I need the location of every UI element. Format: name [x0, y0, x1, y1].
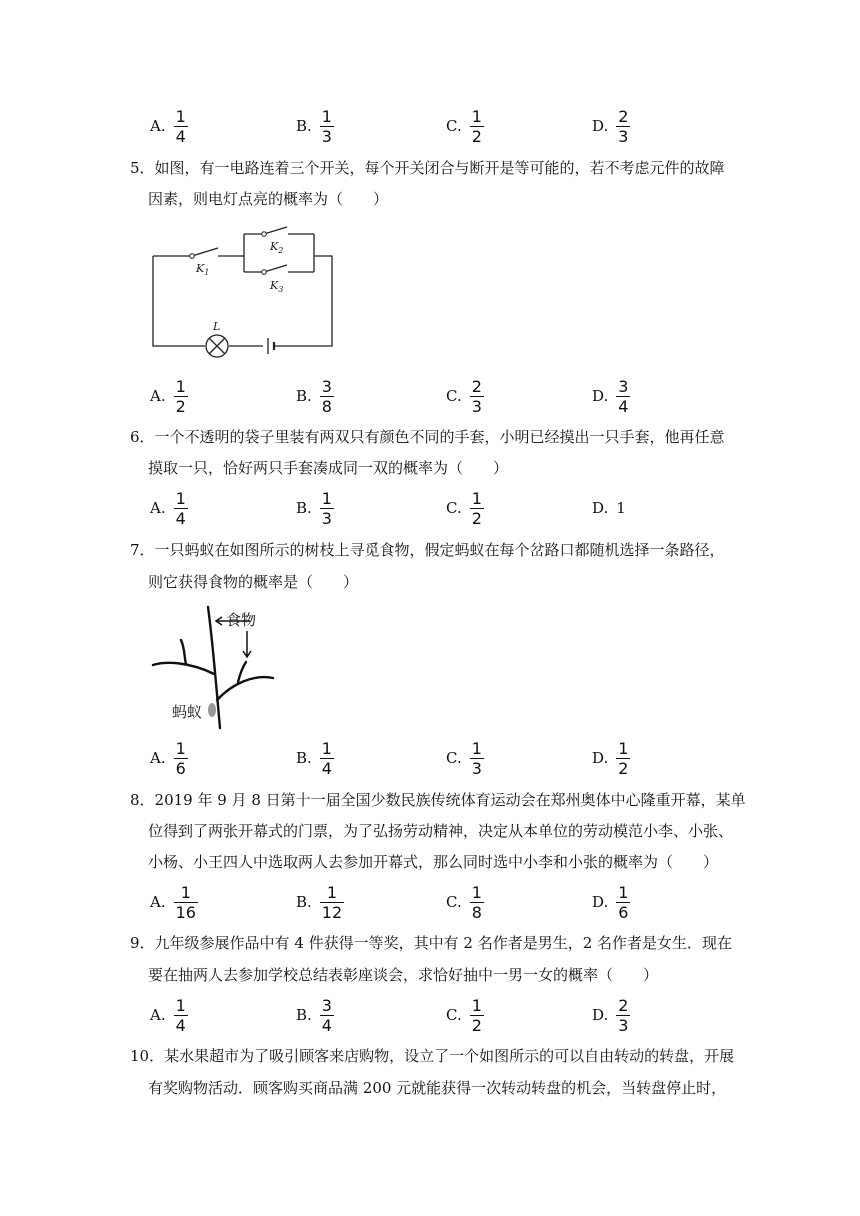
numerator: 1	[180, 882, 191, 902]
denominator: 3	[321, 126, 332, 146]
numerator: 1	[471, 995, 482, 1015]
q7-option-a[interactable]	[150, 736, 188, 780]
q5-options	[150, 374, 770, 418]
fraction	[174, 739, 188, 778]
fraction	[470, 489, 484, 528]
option-label: D.	[592, 499, 609, 517]
numerator: 3	[321, 995, 332, 1015]
fraction	[320, 489, 334, 528]
option-label: D.	[592, 387, 609, 405]
fraction	[470, 107, 484, 146]
numerator: 1	[326, 882, 338, 902]
numerator: 2	[471, 376, 482, 396]
fraction	[174, 996, 188, 1035]
numerator: 1	[175, 488, 186, 508]
ant-label: 蚂蚁	[172, 703, 203, 721]
option-label: A.	[150, 499, 166, 517]
q9-option-c[interactable]	[446, 993, 484, 1037]
denominator: 4	[175, 126, 186, 146]
option-label: C.	[446, 499, 462, 517]
ant-icon	[208, 703, 216, 717]
fraction	[174, 489, 188, 528]
option-label: C.	[446, 749, 462, 767]
denominator: 4	[321, 758, 332, 778]
option-label: C.	[446, 387, 462, 405]
q7-stem-line1: 7．一只蚂蚁在如图所示的树枝上寻觅食物，假定蚂蚁在每个岔路口都随机选择一条路径，	[130, 541, 725, 559]
denominator: 6	[175, 758, 186, 778]
q8-options	[150, 880, 770, 924]
q7-option-d[interactable]	[592, 736, 630, 780]
option-label: A.	[150, 893, 166, 911]
denominator: 3	[471, 396, 482, 416]
denominator: 3	[618, 1015, 629, 1035]
option-label: B.	[296, 749, 312, 767]
numerator: 1	[321, 106, 332, 126]
q5-option-b[interactable]	[296, 374, 334, 418]
numerator: 1	[321, 488, 332, 508]
denominator: 8	[321, 396, 332, 416]
option-label: B.	[296, 1006, 312, 1024]
numerator: 1	[471, 488, 482, 508]
option-label: B.	[296, 499, 312, 517]
q6-stem-line1: 6．一个不透明的袋子里装有两双只有颜色不同的手套，小明已经摸出一只手套，他再任意	[130, 428, 725, 446]
option-label: D.	[592, 893, 609, 911]
q8-stem-line3: 小杨、小王四人中选取两人去参加开幕式，那么同时选中小李和小张的概率为（ ）	[148, 853, 719, 871]
fraction	[320, 739, 334, 778]
option-label: A.	[150, 749, 166, 767]
fraction	[470, 739, 484, 778]
denominator: 2	[471, 126, 482, 146]
q6-option-c[interactable]	[446, 486, 484, 530]
fraction	[174, 377, 188, 416]
q7-stem-line2: 则它获得食物的概率是（ ）	[148, 573, 359, 591]
option-label: D.	[592, 749, 609, 767]
q6-option-b[interactable]	[296, 486, 334, 530]
numerator: 1	[321, 738, 332, 758]
denominator: 4	[618, 396, 629, 416]
option-label: C.	[446, 117, 462, 135]
numerator: 1	[175, 738, 186, 758]
fraction	[616, 107, 630, 146]
option-label: A.	[150, 117, 166, 135]
option-label: B.	[296, 387, 312, 405]
numerator: 1	[471, 106, 482, 126]
denominator: 2	[471, 1015, 482, 1035]
q8-option-b[interactable]	[296, 880, 344, 924]
q6-stem-line2: 摸取一只，恰好两只手套凑成同一双的概率为（ ）	[148, 459, 509, 477]
q8-stem-line2: 位得到了两张开幕式的门票，为了弘扬劳动精神，决定从本单位的劳动模范小李、小张、	[148, 822, 734, 840]
q7-option-c[interactable]	[446, 736, 484, 780]
option-label: D.	[592, 1006, 609, 1024]
q8-stem-line1: 8．2019 年 9 月 8 日第十一届全国少数民族传统体育运动会在郑州奥体中心隆重开幕，某单	[130, 791, 746, 809]
fraction	[616, 739, 630, 778]
fraction	[174, 107, 188, 146]
k1-label: $K_1$	[196, 262, 210, 277]
numerator: 2	[618, 995, 629, 1015]
option-label: A.	[150, 1006, 166, 1024]
denominator: 2	[175, 396, 186, 416]
fraction	[616, 883, 630, 922]
q5-option-d[interactable]	[592, 374, 630, 418]
q8-option-d[interactable]	[592, 880, 630, 924]
fraction	[320, 377, 334, 416]
q9-option-a[interactable]	[150, 993, 188, 1037]
option-label: B.	[296, 117, 312, 135]
circuit-diagram	[150, 226, 340, 361]
denominator: 2	[471, 508, 482, 528]
q7-options	[150, 736, 770, 780]
fraction	[174, 883, 198, 922]
fraction	[470, 883, 484, 922]
q4-option-b[interactable]	[296, 104, 334, 148]
option-label: D.	[592, 117, 609, 135]
q5-option-c[interactable]	[446, 374, 484, 418]
fraction	[470, 377, 484, 416]
option-value: 1	[616, 499, 626, 517]
q9-options	[150, 993, 770, 1037]
denominator: 2	[618, 758, 629, 778]
q8-option-a[interactable]	[150, 880, 198, 924]
q10-stem-line1: 10．某水果超市为了吸引顾客来店购物，设立了一个如图所示的可以自由转动的转盘，开展	[130, 1047, 735, 1065]
q9-stem-line2: 要在抽两人去参加学校总结表彰座谈会，求恰好抽中一男一女的概率（ ）	[148, 966, 659, 984]
q7-option-b[interactable]	[296, 736, 334, 780]
tree-branch-diagram	[150, 604, 290, 730]
q5-option-a[interactable]	[150, 374, 188, 418]
numerator: 3	[618, 376, 629, 396]
q4-option-d[interactable]	[592, 104, 630, 148]
q9-stem-line1: 9．九年级参展作品中有 4 件获得一等奖，其中有 2 名作者是男生，2 名作者是女生．现在	[130, 934, 733, 952]
option-label: B.	[296, 893, 312, 911]
q6-options	[150, 486, 770, 530]
option-label: C.	[446, 1006, 462, 1024]
numerator: 1	[618, 882, 629, 902]
q9-option-d[interactable]	[592, 993, 630, 1037]
fraction	[470, 996, 484, 1035]
denominator: 4	[175, 1015, 186, 1035]
option-label: A.	[150, 387, 166, 405]
q5-stem-line1: 5．如图，有一电路连着三个开关，每个开关闭合与断开是等可能的，若不考虑元件的故障	[130, 159, 725, 177]
k3-label: $K_3$	[270, 279, 284, 294]
q4-options	[150, 104, 770, 148]
numerator: 1	[618, 738, 629, 758]
q8-option-c[interactable]	[446, 880, 484, 924]
denominator: 6	[618, 902, 629, 922]
fraction	[320, 107, 334, 146]
denominator: 3	[321, 508, 332, 528]
numerator: 1	[175, 995, 186, 1015]
q9-option-b[interactable]	[296, 993, 334, 1037]
fraction	[320, 996, 334, 1035]
lamp-label: L	[213, 320, 221, 333]
q6-option-d[interactable]	[592, 486, 626, 530]
food-label: 食物	[226, 611, 257, 629]
numerator: 1	[175, 376, 186, 396]
numerator: 1	[175, 106, 186, 126]
denominator: 16	[175, 902, 196, 922]
option-label: C.	[446, 893, 462, 911]
numerator: 1	[471, 738, 482, 758]
q5-stem-line2: 因素，则电灯点亮的概率为（ ）	[148, 190, 389, 208]
denominator: 4	[175, 508, 186, 528]
fraction	[616, 377, 630, 416]
q6-option-a[interactable]	[150, 486, 188, 530]
q4-option-a[interactable]	[150, 104, 188, 148]
denominator: 8	[471, 902, 482, 922]
q10-stem-line2: 有奖购物活动．顾客购买商品满 200 元就能获得一次转动转盘的机会，当转盘停止时，	[148, 1079, 727, 1097]
fraction	[616, 996, 630, 1035]
numerator: 1	[471, 882, 482, 902]
denominator: 3	[618, 126, 629, 146]
numerator: 2	[618, 106, 629, 126]
q4-option-c[interactable]	[446, 104, 484, 148]
denominator: 4	[321, 1015, 332, 1035]
fraction	[320, 883, 344, 922]
k2-label: $K_2$	[270, 240, 284, 255]
denominator: 12	[321, 902, 343, 922]
numerator: 3	[321, 376, 332, 396]
denominator: 3	[471, 758, 482, 778]
